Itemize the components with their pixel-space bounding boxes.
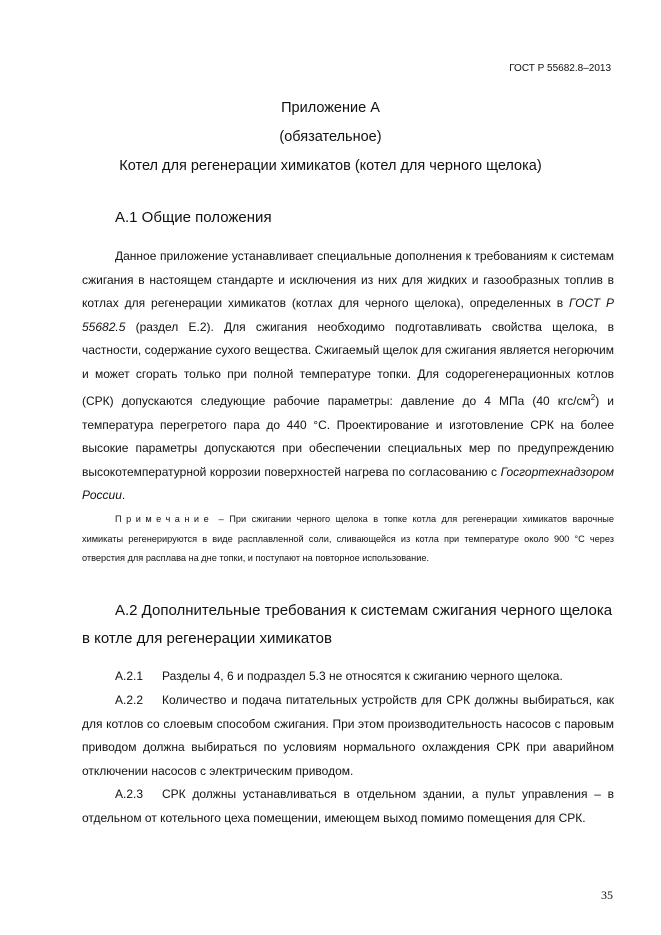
clause-text: СРК должны устанавливаться в отдельном здании, а пульт управления – в отдельном от котельного цеха помещении, имеющем выход помимо помещения для СРК.: [82, 787, 614, 825]
clause-number: А.2.2: [115, 693, 144, 707]
appendix-title: Котел для регенерации химикатов (котел для черного щелока): [119, 158, 542, 174]
section-a1-heading: А.1 Общие положения: [115, 209, 272, 226]
document-code: ГОСТ Р 55682.8–2013: [509, 63, 611, 74]
page-number: 35: [601, 888, 613, 902]
section-a2-heading: А.2 Дополнительные требования к системам сжигания черного щелока в котле для регенерации химикатов: [82, 602, 613, 647]
paragraph-text-part2: (раздел Е.2). Для сжигания необходимо подготавливать свойства щелока, в частности, содержание сухого вещества. Сжигаемый щелок для сжигания является негорючим и может сгорать только при полной температуре топки. Для содорегенерационных котлов (СРК) допускаются следующие рабочие параметры: давление до 4 МПа (40 кгс/см: [82, 319, 614, 408]
note-label: Примечание: [115, 514, 214, 524]
clause-a22: [82, 689, 614, 783]
paragraph-text-part3: ) и температура перегретого пара до 440 °С. Проектирование и изготовление СРК на более высокие параметры допускаются при обеспечении специальных мер по предупреждению высокотемпературной коррозии поверхностей нагрева по согласованию с: [82, 394, 614, 479]
unit-superscript: 2: [590, 393, 596, 402]
paragraph-text-part1: Данное приложение устанавливает специальные дополнения к требованиям к системам сжигания в настоящем стандарте и исключения из них для жидких и газообразных топлив в котлах для регенерации химикатов (котлах для черного щелока), определенных в: [82, 249, 614, 310]
clause-a21: [82, 665, 614, 689]
clause-number: А.2.1: [115, 669, 144, 683]
note-paragraph: [82, 510, 614, 569]
clause-number: А.2.3: [115, 787, 144, 801]
standard-reference: ГОСТ Р 55682.5: [82, 296, 614, 334]
note-text: – При сжигании черного щелока в топке котла для регенерации химикатов варочные химикаты регенерируются в виде расплавленной соли, сливающейся из котла при температуре около 900 °С через отверстия для расплава на дне топки, и поступают на повторное использование.: [82, 514, 614, 563]
appendix-label: Приложение А: [281, 100, 380, 116]
clause-a23: [82, 783, 614, 830]
authority-reference: Госгортехнадзором России: [82, 464, 614, 502]
paragraph-text-part4: .: [121, 488, 126, 502]
section-a1-paragraph: [82, 245, 614, 508]
appendix-status: (обязательное): [279, 129, 382, 145]
clause-text: Разделы 4, 6 и подраздел 5.3 не относятся к сжиганию черного щелока.: [162, 669, 563, 683]
clause-text: Количество и подача питательных устройств для СРК должны выбираться, как для котлов со слоевым способом сжигания. При этом производительность насосов с паровым приводом должна выбираться по условиям нормального охлаждения СРК при аварийном отключении насосов с электрическим приводом.: [82, 693, 614, 778]
appendix-title-block: [0, 94, 661, 181]
